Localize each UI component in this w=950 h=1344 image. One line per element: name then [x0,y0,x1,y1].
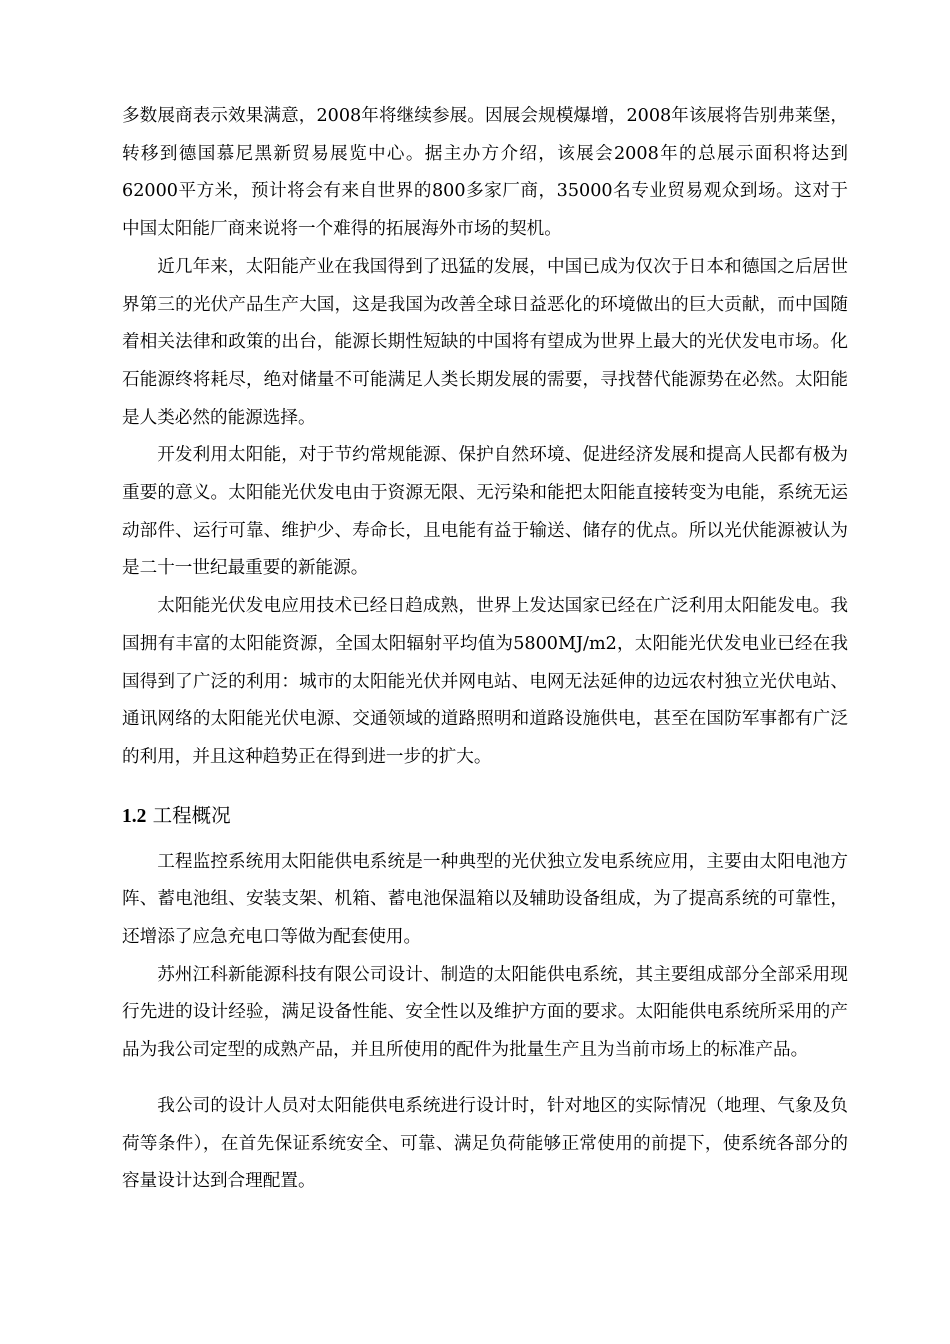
paragraph-pv-applications: 太阳能光伏发电应用技术已经日趋成熟，世界上发达国家已经在广泛利用太阳能发电。我国拥有丰富的太阳能资源，全国太阳辐射平均值为5800MJ/m2，太阳能光伏发电业已经在我国得到了广泛的利用：城市的太阳能光伏并网电站、电网无法延伸的边远农村独立光伏电站、通讯网络的太阳能光伏电源、交通领域的道路照明和道路设施供电，甚至在国防军事都有广泛的利用，并且这种趋势正在得到进一步的扩大。 [122,596,848,767]
paragraph-system-overview: 工程监控系统用太阳能供电系统是一种典型的光伏独立发电系统应用，主要由太阳电池方阵、蓄电池组、安装支架、机箱、蓄电池保温箱以及辅助设备组成，为了提高系统的可靠性，还增添了应急充电口等做为配套使用。 [122,851,848,948]
paragraph-design-principles: 我公司的设计人员对太阳能供电系统进行设计时，针对地区的实际情况（地理、气象及负荷等条件），在首先保证系统安全、可靠、满足负荷能够正常使用的前提下，使系统各部分的容量设计达到合理配置。 [122,1095,848,1192]
section-heading [122,801,848,832]
paragraph-solar-significance: 开发利用太阳能，对于节约常规能源、保护自然环境、促进经济发展和提高人民都有极为重要的意义。太阳能光伏发电由于资源无限、无污染和能把太阳能直接转变为电能，系统无运动部件、运行可靠、维护少、寿命长，且电能有益于输送、储存的优点。所以光伏能源被认为是二十一世纪最重要的新能源。 [122,445,848,579]
paragraph-company-design: 苏州江科新能源科技有限公司设计、制造的太阳能供电系统，其主要组成部分全部采用现行先进的设计经验，满足设备性能、安全性以及维护方面的要求。太阳能供电系统所采用的产品为我公司定型的成熟产品，并且所使用的配件为批量生产且为当前市场上的标准产品。 [122,964,848,1061]
paragraph-industry-development: 近几年来，太阳能产业在我国得到了迅猛的发展，中国已成为仅次于日本和德国之后居世界第三的光伏产品生产大国，这是我国为改善全球日益恶化的环境做出的巨大贡献，而中国随着相关法律和政策的出台，能源长期性短缺的中国将有望成为世界上最大的光伏发电市场。化石能源终将耗尽，绝对储量不可能满足人类长期发展的需要，寻找替代能源势在必然。太阳能是人类必然的能源选择。 [122,256,848,428]
paragraph-gap [122,1070,848,1088]
section-number: 1.2 [122,805,147,827]
document-page [122,98,848,1201]
section-title: 工程概况 [152,803,231,827]
paragraph-exhibition: 多数展商表示效果满意，2008年将继续参展。因展会规模爆增，2008年该展将告别弗莱堡，转移到德国慕尼黑新贸易展览中心。据主办方介绍，该展会2008年的总展示面积将达到62000平方米，预计将会有来自世界的800多家厂商，35000名专业贸易观众到场。这对于中国太阳能厂商来说将一个难得的拓展海外市场的契机。 [122,106,848,240]
